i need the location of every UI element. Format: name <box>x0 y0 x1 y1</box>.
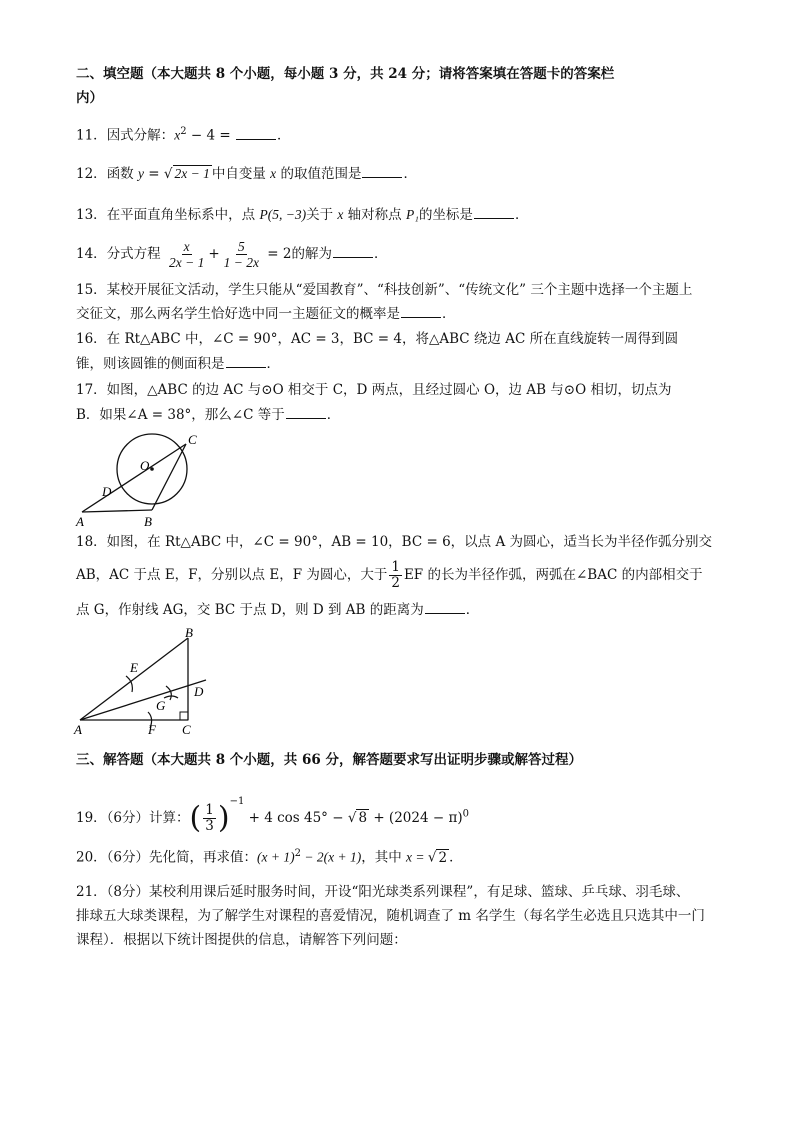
fraction: $\frac{5}{1 - 2x}$ <box>223 239 260 270</box>
label-c: C <box>182 722 191 737</box>
question-20: 20．（6分）先化简，再求值：$(x + 1)^2 - 2(x + 1)$，其中 x = √ 2 ． <box>76 848 463 866</box>
question-18-line1: 18．如图，在 Rt△ABC 中，∠C = 90°，AB = 10，BC = 6，以点 A 为圆心，适当长为半径作弧分别交 <box>76 534 713 550</box>
sqrt-sign: √ <box>163 166 173 182</box>
ray-ag <box>80 680 206 720</box>
answer-blank <box>286 404 326 419</box>
question-18-line2: AB，AC 于点 E，F，分别以点 E，F 为圆心，大于 $\frac{1}{2}$ EF 的长为半径作弧，两弧在∠BAC 的内部相交于 <box>76 559 703 591</box>
label-b: B <box>144 514 152 529</box>
answer-blank <box>425 599 465 614</box>
question-21-line2: 排球五大球类课程，为了解学生对课程的喜爱情况，随机调查了 m 名学生（每名学生必选且只选其中一门 <box>76 908 705 924</box>
answer-blank <box>226 353 266 368</box>
fraction: $\frac{1}{2}$ <box>391 559 400 591</box>
sqrt-sign: √ <box>427 849 437 866</box>
label-d: D <box>102 484 112 499</box>
segment-ab <box>80 638 188 720</box>
fraction: $\frac{x}{2x - 1}$ <box>168 239 205 270</box>
question-19: 19．（6分）计算：( $\frac{1}{3}$ )$^{-1}$ + 4 cos 45° − √ $8 + (2024 - \pi)^0$ <box>76 796 469 836</box>
segment-ac <box>82 444 186 512</box>
question-21-line3: 课程）．根据以下统计图提供的信息，请解答下列问题： <box>76 932 407 948</box>
question-11: 11．因式分解：$x^2 - 4$ = ． <box>76 126 291 144</box>
answer-blank <box>236 125 276 140</box>
right-angle-mark <box>180 712 188 720</box>
section2-title-line2: 内） <box>76 90 103 106</box>
question-15-line1: 15．某校开展征文活动，学生只能从“爱国教育”、“科技创新”、“传统文化” 三个主题中选择一个主题上 <box>76 282 693 298</box>
question-18-line3: 点 G，作射线 AG，交 BC 于点 D，则 D 到 AB 的距离为 ． <box>76 599 479 620</box>
label-g: G <box>156 698 166 713</box>
center-dot <box>150 467 154 471</box>
question-12: 12．函数 y = √ 2x − 1 中自变量 x 的取值范围是 ． <box>76 163 417 184</box>
question-17-line2: B．如果∠A = 38°，那么∠C 等于 ． <box>76 404 340 425</box>
label-a: A <box>74 722 82 737</box>
question-13: 13．在平面直角坐标系中，点 P(5, −3)关于 x 轴对称点 P₁的坐标是 ． <box>76 204 528 225</box>
label-e: E <box>130 660 138 675</box>
label-d: D <box>194 684 204 699</box>
answer-blank <box>362 163 402 178</box>
label-b: B <box>185 625 193 640</box>
q17-figure <box>70 432 210 532</box>
label-f: F <box>148 722 156 737</box>
q18-figure <box>70 624 220 740</box>
question-21-line1: 21．（8分）某校利用课后延时服务时间，开设“阳光球类系列课程”，有足球、篮球、乒乓球、羽毛球、 <box>76 884 690 900</box>
label-a: A <box>76 514 84 529</box>
section2-title-line1: 二、填空题（本大题共 8 个小题，每小题 3 分，共 24 分；请将答案填在答题卡的答案栏 <box>76 66 615 82</box>
question-16-line1: 16．在 Rt△ABC 中，∠C = 90°，AC = 3，BC = 4，将△ABC 绕边 AC 所在直线旋转一周得到圆 <box>76 331 679 347</box>
answer-blank <box>333 243 373 258</box>
question-16-line2: 锥，则该圆锥的侧面积是 ． <box>76 353 280 374</box>
label-o: O <box>140 458 150 473</box>
label-c: C <box>188 432 197 447</box>
answer-blank <box>401 303 441 318</box>
question-17-line1: 17．如图，△ABC 的边 AC 与⊙O 相交于 C，D 两点，且经过圆心 O，边 AB 与⊙O 相切，切点为 <box>76 382 672 398</box>
question-15-line2: 交征文，那么两名学生恰好选中同一主题征文的概率是 ． <box>76 303 456 324</box>
answer-blank <box>474 204 514 219</box>
sqrt-sign: √ <box>347 810 357 826</box>
fraction: $\frac{1}{3}$ <box>205 802 214 834</box>
segment-ab <box>82 510 152 512</box>
section3-title: 三、解答题（本大题共 8 个小题，共 66 分，解答题要求写出证明步骤或解答过程） <box>76 752 582 768</box>
question-14: 14．分式方程 $\frac{x}{2x - 1}$ + $\frac{5}{1 - 2x}$ = 2的解为 ． <box>76 239 388 270</box>
